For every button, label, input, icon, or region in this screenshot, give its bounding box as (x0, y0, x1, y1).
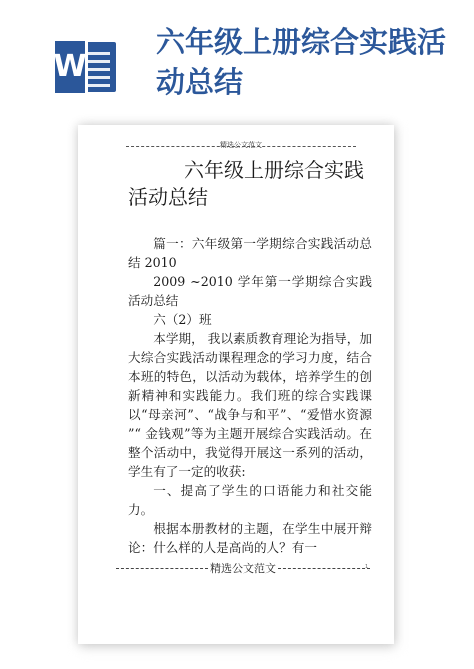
footer-rule-right (278, 568, 370, 569)
document-paragraph: 六（2）班 (153, 312, 212, 327)
document-title: 六年级上册综合实践活动总结 (128, 158, 364, 209)
document-paragraph: 篇一：六年级第一学期综合实践活动总结 2010 (128, 236, 372, 270)
banner-title: 六年级上册综合实践活动总结 (156, 25, 447, 99)
word-icon-line (88, 84, 110, 87)
document-footer (114, 560, 372, 576)
word-icon (52, 38, 118, 96)
document-header-rule (126, 146, 356, 147)
footer-label: 精选公文范文 (210, 562, 276, 575)
word-icon-badge (52, 38, 88, 96)
document-header: 精选公文范文 (220, 141, 262, 149)
page-number: 1 (365, 564, 369, 570)
word-icon-line (88, 60, 110, 63)
banner (0, 0, 474, 118)
word-icon-line (88, 52, 110, 55)
word-icon-line (88, 76, 110, 79)
document-paragraph: 一、提高了学生的口语能力和社交能力。 (128, 483, 372, 517)
word-icon-letter: W (53, 49, 87, 84)
word-icon-line (88, 68, 110, 71)
document-paragraph: 本学期， 我以素质教育理论为指导，加大综合实践活动课程理念的学习力度，结合本班的特色，以活动为载体，培养学生的创新精神和实践能力。我们班的综合实践课以“母亲河”、“战争与和平”、“爱惜水资源 ”“ 金钱观”等为主题开展综合实践活动。在整个活动中，我觉得开展这一系列的活动，学生有了一定的收获: (128, 331, 372, 479)
document-paragraph: 根据本册教材的主题，在学生中展开辩论：什么样的人是高尚的人？有一 (128, 521, 372, 555)
document-paragraph: 2009 ~2010 学年第一学期综合实践活动总结 (128, 274, 372, 308)
footer-rule-left (116, 568, 208, 569)
document-body (128, 234, 372, 557)
